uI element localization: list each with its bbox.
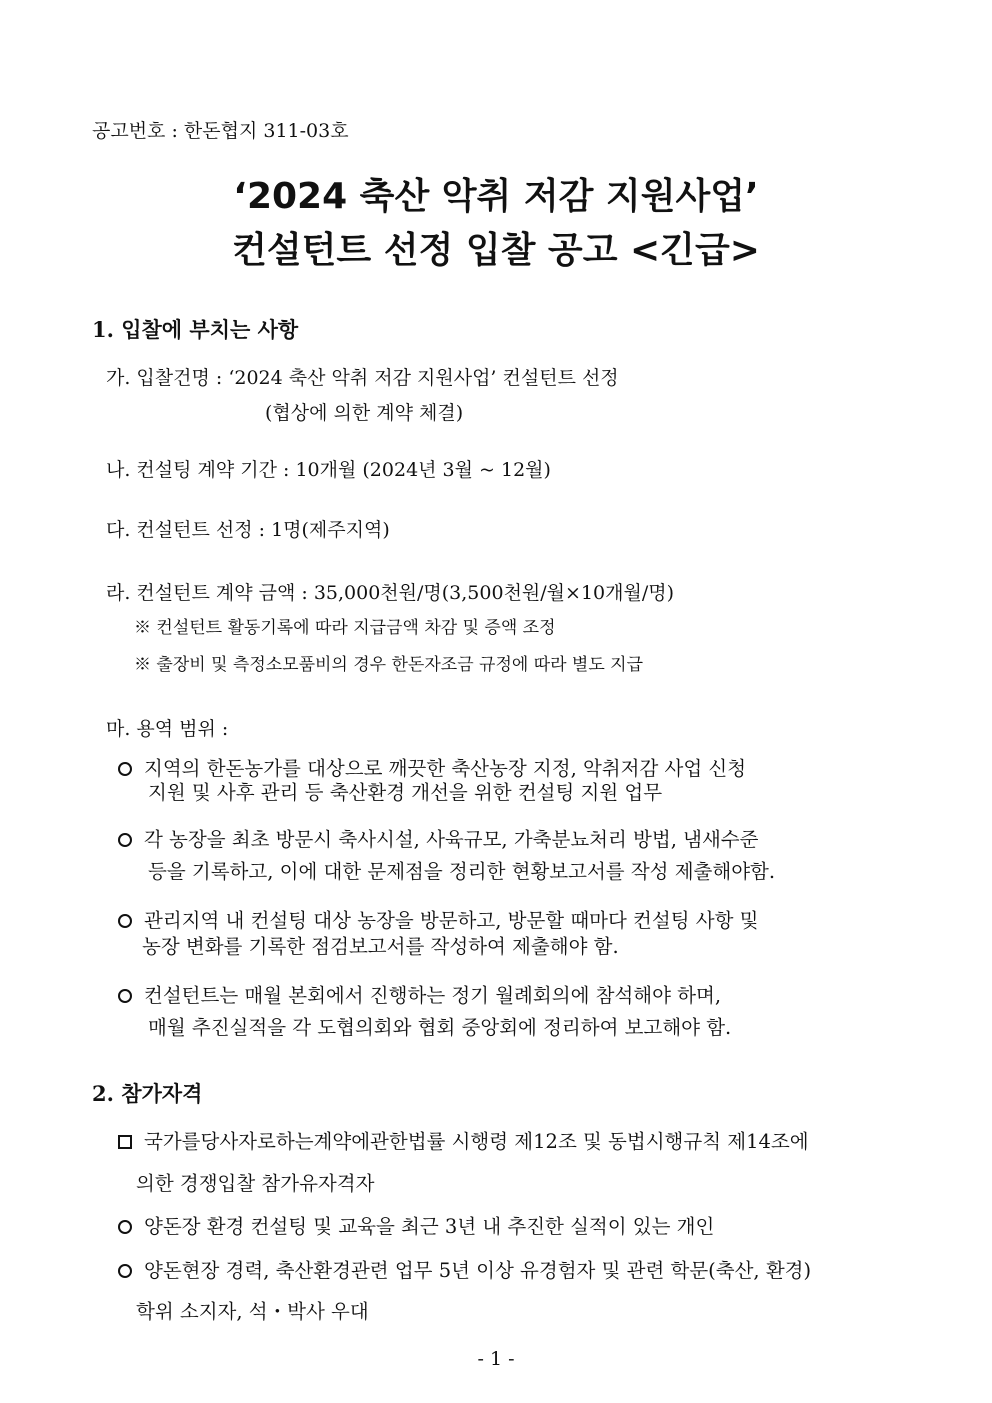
scope-item-line-2: 매월 추진실적을 각 도협의회와 협회 중앙회에 정리하여 보고해야 함. (148, 1016, 732, 1039)
scope-item (118, 824, 758, 852)
scope-item (118, 980, 721, 1008)
item-ma: 마. 용역 범위 : (106, 718, 229, 740)
qualification-item (118, 1255, 811, 1283)
qualification-line: 양돈장 환경 컨설팅 및 교육을 최근 3년 내 추진한 실적이 있는 개인 (144, 1215, 715, 1238)
scope-item-line-1: 컨설턴트는 매월 본회에서 진행하는 정기 월례회의에 참석해야 하며, (144, 984, 722, 1007)
scope-item-line-2: 농장 변화를 기록한 점검보고서를 작성하여 제출해야 함. (142, 935, 619, 958)
scope-item-line-1: 각 농장을 최초 방문시 축사시설, 사육규모, 가축분뇨처리 방법, 냄새수준 (144, 828, 759, 851)
qualification-line-1: 양돈현장 경력, 축산환경관련 업무 5년 이상 유경험자 및 관련 학문(축산, 환경) (144, 1259, 812, 1282)
square-bullet-icon (118, 1135, 132, 1149)
item-ga-line-1: 가. 입찰건명 : ‘2024 축산 악취 저감 지원사업’ 컨설턴트 선정 (106, 367, 619, 389)
item-ra-note-2: ※ 출장비 및 측정소모품비의 경우 한돈자조금 규정에 따라 별도 지급 (134, 655, 644, 675)
qualification-line-2: 의한 경쟁입찰 참가유자격자 (136, 1172, 375, 1195)
circle-bullet-icon (118, 1220, 132, 1234)
title-line-1: ‘2024 축산 악취 저감 지원사업’ (233, 176, 759, 217)
qualification-item (118, 1126, 809, 1154)
circle-bullet-icon (118, 833, 132, 847)
page-number: - 1 - (477, 1348, 515, 1370)
circle-bullet-icon (118, 1264, 132, 1278)
item-ra-note-1: ※ 컨설턴트 활동기록에 따라 지급금액 차감 및 증액 조정 (134, 618, 556, 638)
section-1-heading: 1. 입찰에 부치는 사항 (92, 317, 299, 342)
scope-item-line-2: 지원 및 사후 관리 등 축산환경 개선을 위한 컨설팅 지원 업무 (148, 781, 663, 804)
qualification-item (118, 1211, 714, 1239)
circle-bullet-icon (118, 914, 132, 928)
circle-bullet-icon (118, 762, 132, 776)
item-na: 나. 컨설팅 계약 기간 : 10개월 (2024년 3월 ~ 12월) (106, 459, 551, 481)
scope-item-line-2: 등을 기록하고, 이에 대한 문제점을 정리한 현황보고서를 작성 제출해야함. (148, 860, 776, 883)
scope-item-line-1: 관리지역 내 컨설팅 대상 농장을 방문하고, 방문할 때마다 컨설팅 사항 및 (144, 909, 759, 932)
notice-number: 공고번호 : 한돈협지 311-03호 (92, 120, 349, 142)
qualification-line-2: 학위 소지자, 석・박사 우대 (136, 1300, 369, 1323)
scope-item-line-1: 지역의 한돈농가를 대상으로 깨끗한 축산농장 지정, 악취저감 사업 신청 (144, 757, 747, 780)
circle-bullet-icon (118, 989, 132, 1003)
item-ra: 라. 컨설턴트 계약 금액 : 35,000천원/명(3,500천원/월×10개월/명) (106, 582, 675, 604)
qualification-line-1: 국가를당사자로하는계약에관한법률 시행령 제12조 및 동법시행규칙 제14조에 (144, 1130, 809, 1153)
item-da: 다. 컨설턴트 선정 : 1명(제주지역) (106, 519, 390, 541)
section-2-heading: 2. 참가자격 (92, 1081, 203, 1106)
title-line-2: 컨설턴트 선정 입찰 공고 <긴급> (232, 230, 760, 271)
scope-item (118, 905, 758, 933)
item-ga-line-2: (협상에 의한 계약 체결) (265, 402, 464, 424)
